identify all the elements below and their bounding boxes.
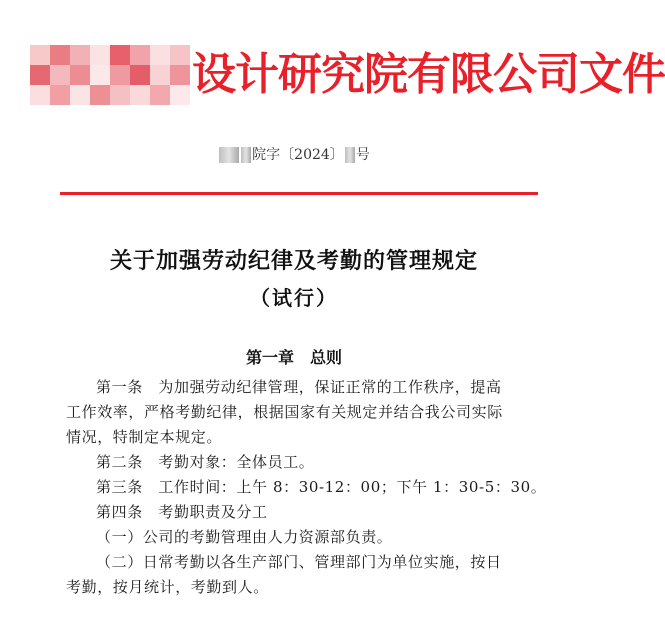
mosaic-cell — [110, 85, 130, 105]
paragraph — [66, 375, 536, 450]
document-body — [66, 375, 547, 600]
document-title: 关于加强劳动纪律及考勤的管理规定 — [109, 248, 478, 274]
mosaic-cell — [30, 85, 50, 105]
mosaic-cell — [30, 65, 50, 85]
paragraph-line: （一）公司的考勤管理由人力资源部负责。 — [96, 528, 393, 546]
mosaic-cell — [70, 85, 90, 105]
mosaic-cell — [90, 85, 110, 105]
paragraph-line: 第二条 考勤对象：全体员工。 — [96, 453, 315, 471]
mosaic-cell — [50, 45, 70, 65]
mosaic-cell — [50, 65, 70, 85]
mosaic-cell — [90, 45, 110, 65]
paragraph — [66, 500, 536, 525]
paragraph — [66, 475, 547, 500]
paragraph-line: （二）日常考勤以各生产部门、管理部门为单位实施，按日 — [96, 553, 502, 571]
mosaic-cell — [170, 65, 190, 85]
mosaic-cell — [50, 85, 70, 105]
document-number-suffix: 号 — [355, 147, 370, 163]
paragraph-line: 情况，特制定本规定。 — [66, 428, 223, 446]
paragraph — [66, 550, 536, 600]
redacted-block — [241, 147, 251, 163]
mosaic-cell — [130, 85, 150, 105]
paragraph — [66, 525, 536, 550]
mosaic-cell — [170, 85, 190, 105]
document-header — [30, 42, 665, 108]
redacted-block — [345, 147, 355, 163]
mosaic-cell — [90, 65, 110, 85]
mosaic-cell — [130, 45, 150, 65]
paragraph-line: 第一条 为加强劳动纪律管理，保证正常的工作秩序，提高 — [96, 378, 502, 396]
document-number-text: 院字〔2024〕 — [252, 147, 344, 163]
document-number — [0, 144, 588, 164]
mosaic-cell — [110, 45, 130, 65]
redacted-mosaic — [30, 45, 190, 105]
redacted-block — [219, 147, 239, 163]
mosaic-cell — [70, 45, 90, 65]
red-divider — [60, 192, 538, 195]
mosaic-cell — [30, 45, 50, 65]
paragraph — [66, 450, 536, 475]
mosaic-cell — [170, 45, 190, 65]
mosaic-cell — [110, 65, 130, 85]
paragraph-line: 第四条 考勤职责及分工 — [96, 503, 268, 521]
chapter-heading: 第一章 总则 — [245, 348, 342, 367]
mosaic-cell — [70, 65, 90, 85]
header-title: 设计研究院有限公司文件 — [192, 49, 665, 100]
paragraph-line: 第三条 工作时间：上午 8：30-12：00；下午 1：30-5：30。 — [96, 478, 547, 496]
mosaic-cell — [130, 65, 150, 85]
paragraph-line: 工作效率，严格考勤纪律，根据国家有关规定并结合我公司实际 — [66, 403, 503, 421]
mosaic-cell — [150, 65, 170, 85]
mosaic-cell — [150, 85, 170, 105]
paragraph-line: 考勤，按月统计，考勤到人。 — [66, 578, 269, 596]
mosaic-cell — [150, 45, 170, 65]
document-subtitle: （试行） — [250, 286, 338, 310]
